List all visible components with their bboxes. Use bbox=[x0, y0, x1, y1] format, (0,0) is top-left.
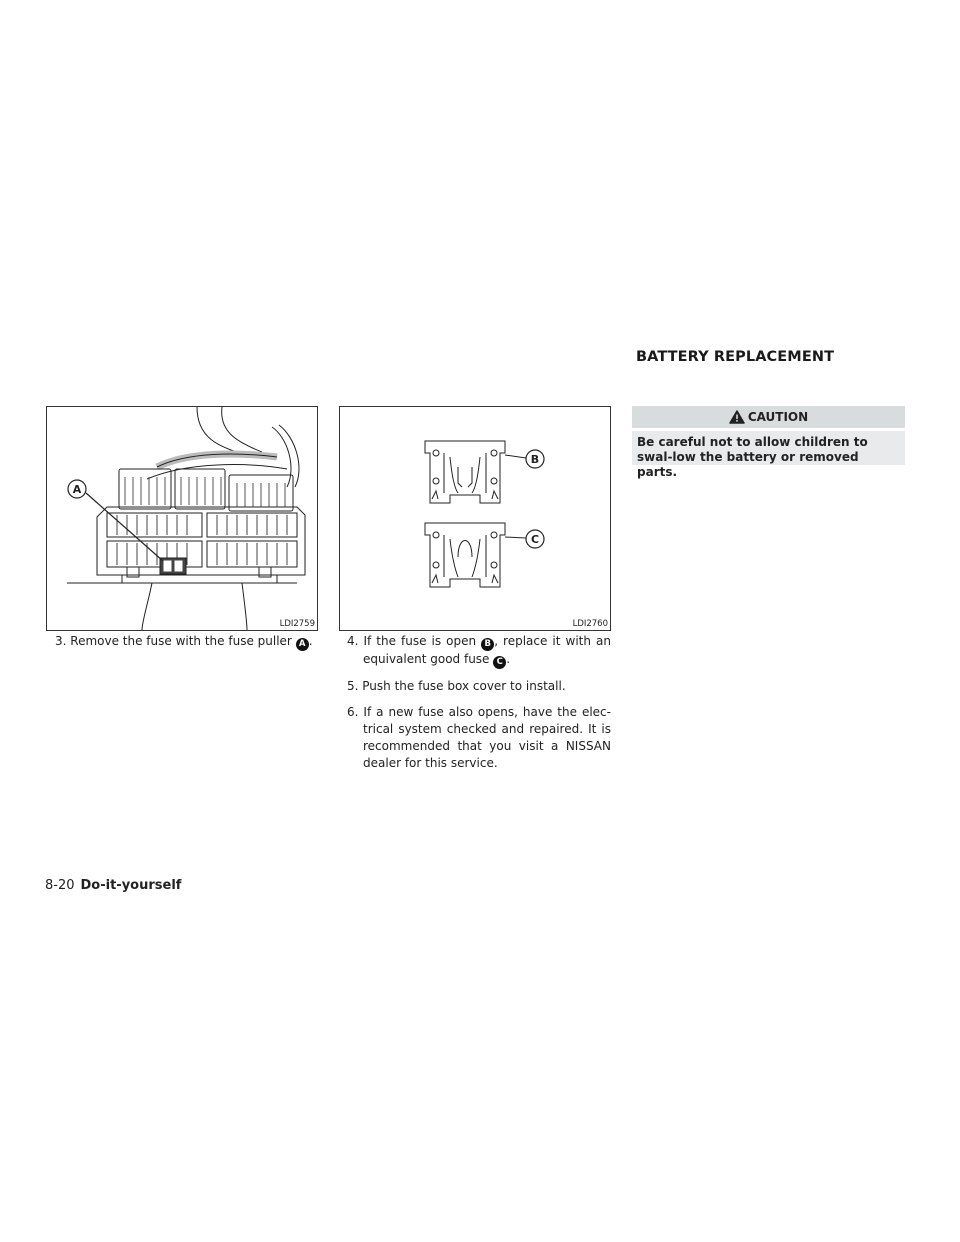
callout-c-label: C bbox=[530, 533, 540, 546]
callout-a-marker: A bbox=[296, 638, 309, 651]
page-footer bbox=[45, 878, 181, 893]
section-heading: BATTERY REPLACEMENT bbox=[636, 349, 835, 365]
figure-code: LDI2760 bbox=[572, 619, 608, 629]
warning-icon bbox=[729, 410, 745, 424]
step-text: If the fuse is open bbox=[363, 634, 477, 648]
step-text-end: . bbox=[308, 634, 313, 648]
page-number: 8-20 bbox=[45, 878, 75, 893]
step-text: Remove the fuse with the fuse puller bbox=[70, 634, 292, 648]
step-text: Push the fuse box cover to install. bbox=[362, 679, 566, 693]
left-column-text bbox=[49, 633, 319, 660]
callout-b-marker: B bbox=[481, 638, 494, 651]
step-number: 3. bbox=[55, 634, 67, 648]
callout-a-label: A bbox=[72, 483, 82, 496]
fuse-box-illustration bbox=[47, 407, 317, 630]
step-5 bbox=[341, 678, 611, 695]
chapter-title: Do-it-yourself bbox=[80, 878, 182, 893]
caution-title: CAUTION bbox=[747, 410, 809, 424]
step-text: If a new fuse also opens, have the elec-trical system checked and repaired. It is recommended that you visit a NISSAN dealer for this service. bbox=[363, 705, 611, 770]
caution-text: Be careful not to allow children to swal-low the battery or removed parts. bbox=[632, 431, 905, 465]
callout-c-marker: C bbox=[493, 656, 506, 669]
fuse-comparison-figure bbox=[339, 406, 611, 631]
fuse-box-figure bbox=[46, 406, 318, 631]
step-number: 4. bbox=[347, 634, 359, 648]
fuse-comparison-illustration bbox=[340, 407, 610, 630]
step-4 bbox=[341, 633, 611, 669]
middle-column-text bbox=[341, 633, 611, 781]
figure-code: LDI2759 bbox=[279, 619, 315, 629]
step-text-end: . bbox=[506, 652, 511, 666]
step-6 bbox=[341, 704, 611, 772]
step-text-middle: , replace it with an equivalent good fuse bbox=[363, 634, 611, 666]
step-number: 6. bbox=[347, 705, 359, 719]
step-3 bbox=[49, 633, 319, 651]
step-number: 5. bbox=[347, 679, 359, 693]
caution-header bbox=[632, 406, 905, 428]
callout-b-label: B bbox=[530, 453, 540, 466]
